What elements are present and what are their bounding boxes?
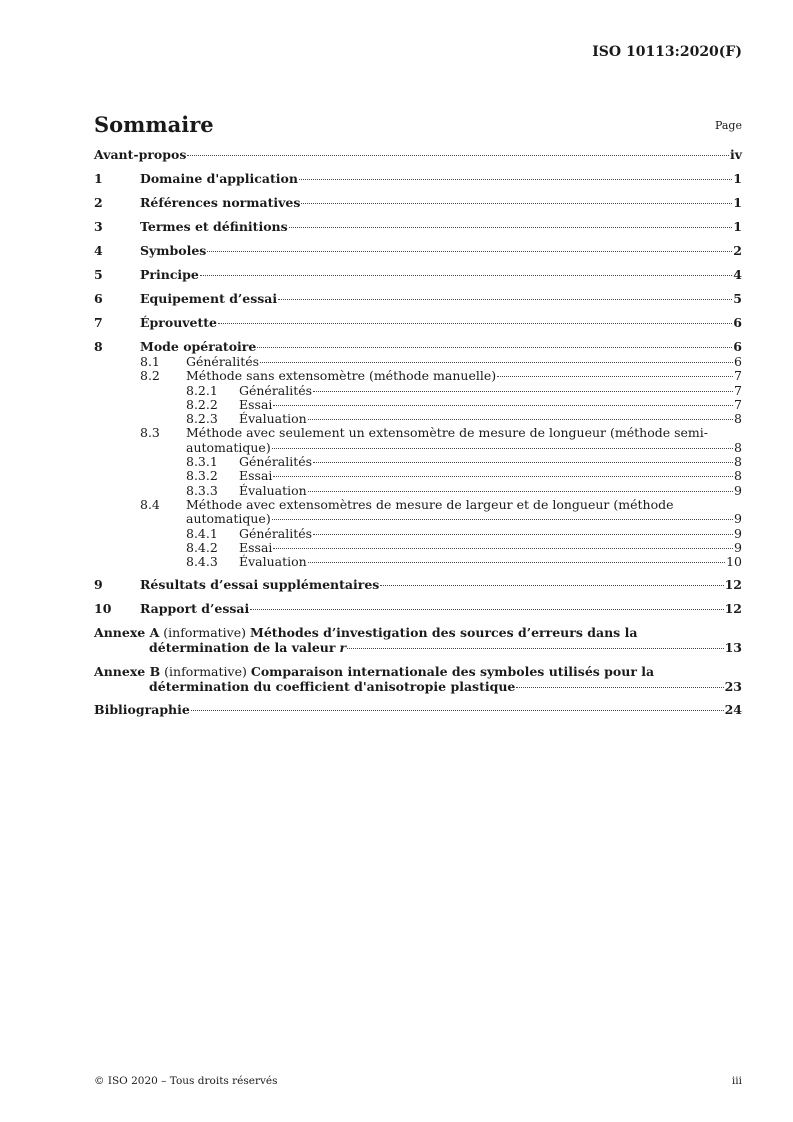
toc-entry-page: 8	[734, 468, 742, 484]
toc-entry-label: Évaluation	[239, 411, 307, 427]
dot-leader	[308, 419, 733, 420]
toc-entry-number: 3	[94, 219, 103, 234]
toc-entry-number: 8.3	[140, 425, 160, 441]
toc-entry-number: 8.4	[140, 496, 160, 512]
page-title: Sommaire	[94, 112, 214, 137]
toc-entry-8-3-line1[interactable]	[94, 426, 742, 440]
annex-title-variable: r	[339, 640, 347, 656]
toc-entry-6[interactable]	[94, 283, 742, 307]
annex-type: (informative)	[164, 663, 247, 679]
toc-entry-8-2-3[interactable]	[94, 412, 742, 426]
annex-title: Méthodes d’investigation des sources d’erreurs dans la	[250, 625, 638, 641]
toc-entry-label: Rapport d’essai	[140, 601, 250, 617]
toc-entry-page: 7	[734, 382, 742, 398]
toc-entry-annex-b-line2[interactable]	[94, 680, 742, 694]
annex-label: Annexe A	[94, 625, 160, 641]
dot-leader	[516, 687, 723, 688]
dot-leader	[313, 462, 733, 463]
dot-leader	[299, 179, 732, 180]
toc-entry-4[interactable]	[94, 235, 742, 259]
toc-entry-page: 9	[734, 511, 742, 527]
toc-entry-page: 9	[734, 539, 742, 555]
toc-entry-number: 7	[94, 315, 103, 330]
toc-entry-page: 6	[733, 315, 742, 330]
toc-entry-8-3-line2[interactable]	[94, 441, 742, 455]
toc-entry-number: 8.4.3	[186, 554, 218, 570]
dot-leader	[313, 534, 733, 535]
toc-entry-page: 9	[734, 525, 742, 541]
toc-entry-page: 7	[734, 396, 742, 412]
toc-entry-number: 10	[94, 601, 112, 617]
toc-entry-page: 10	[726, 554, 742, 570]
toc-entry-page: 7	[734, 368, 742, 384]
toc-entry-8-3-2[interactable]	[94, 469, 742, 483]
toc-entry-9[interactable]	[94, 569, 742, 593]
toc-entry-number: 8.3.1	[186, 454, 218, 470]
toc-entry-label: Mode opératoire	[140, 339, 257, 354]
dot-leader	[187, 155, 729, 156]
toc-entry-5[interactable]	[94, 259, 742, 283]
toc-entry-page: 1	[733, 219, 742, 234]
dot-leader	[260, 362, 733, 363]
toc-entry-page: 24	[724, 702, 742, 718]
toc-entry-10[interactable]	[94, 593, 742, 617]
toc-entry-8-2-1[interactable]	[94, 384, 742, 398]
dot-leader	[347, 648, 724, 649]
toc-entry-number: 8.4.2	[186, 539, 218, 555]
toc-entry-number: 8.2.3	[186, 411, 218, 427]
toc-entry-label: Évaluation	[239, 554, 307, 570]
dot-leader	[273, 405, 733, 406]
dot-leader	[497, 376, 733, 377]
toc-entry-annex-a-line2[interactable]	[94, 641, 742, 655]
toc-entry-8-4-line2[interactable]	[94, 512, 742, 526]
toc-entry-label: Méthode sans extensomètre (méthode manuelle)	[186, 368, 497, 384]
dot-leader	[289, 227, 733, 228]
dot-leader	[207, 251, 732, 252]
footer-page-number: iii	[731, 1075, 742, 1087]
annex-label: Annexe B	[94, 663, 161, 679]
footer-copyright: © ISO 2020 – Tous droits réservés	[94, 1075, 278, 1087]
toc-entry-avant-propos[interactable]	[94, 147, 742, 163]
toc-entry-8-4-3[interactable]	[94, 555, 742, 569]
toc-entry-page: 12	[724, 601, 742, 617]
toc-entry-1[interactable]	[94, 163, 742, 187]
toc-entry-page: 8	[734, 454, 742, 470]
toc-entry-page: 4	[733, 267, 742, 282]
toc-entry-3[interactable]	[94, 211, 742, 235]
toc-entry-annex-b-line1[interactable]	[94, 656, 742, 680]
toc-entry-page: iv	[729, 147, 742, 162]
toc-entry-page: 8	[734, 439, 742, 455]
toc-entry-label: Essai	[239, 396, 273, 412]
toc-entry-8-4-2[interactable]	[94, 541, 742, 555]
toc-entry-bibliographie[interactable]	[94, 694, 742, 718]
dot-leader	[308, 491, 733, 492]
annex-title-continued: détermination du coefficient d'anisotropie plastique	[149, 678, 516, 694]
dot-leader	[313, 391, 733, 392]
dot-leader	[272, 519, 733, 520]
toc-entry-label: Généralités	[239, 382, 313, 398]
toc-entry-label: Généralités	[239, 454, 313, 470]
annex-title: Comparaison internationale des symboles utilisés pour la	[250, 663, 655, 679]
toc-entry-label: Principe	[140, 267, 199, 282]
toc-entry-label-continued: automatique)	[186, 511, 271, 527]
toc-entry-page: 8	[734, 411, 742, 427]
dot-leader	[273, 548, 733, 549]
toc-entry-number: 8.2.2	[186, 396, 218, 412]
toc-entry-label: Généralités	[239, 525, 313, 541]
toc-entry-label: Méthode avec seulement un extensomètre de mesure de longueur (méthode semi-	[186, 425, 708, 441]
toc-entry-8[interactable]	[94, 331, 742, 355]
dot-leader	[272, 448, 733, 449]
dot-leader	[301, 203, 732, 204]
toc-entry-label: Méthode avec extensomètres de mesure de largeur et de longueur (méthode	[186, 496, 674, 512]
toc-entry-number: 8.3.3	[186, 482, 218, 498]
toc-entry-8-2-2[interactable]	[94, 398, 742, 412]
toc-entry-page: 1	[733, 195, 742, 210]
toc-entry-number: 8.2.1	[186, 382, 218, 398]
toc-entry-8-3-3[interactable]	[94, 484, 742, 498]
toc-entry-number: 6	[94, 291, 103, 306]
dot-leader	[191, 710, 724, 711]
toc-entry-page: 12	[724, 577, 742, 593]
dot-leader	[380, 585, 723, 586]
page-column-label: Page	[714, 119, 742, 132]
toc-entry-number: 8.1	[140, 354, 160, 369]
toc-entry-number: 2	[94, 195, 103, 210]
dot-leader	[200, 275, 732, 276]
toc-entry-8-4-1[interactable]	[94, 527, 742, 541]
toc-entry-label: Equipement d’essai	[140, 291, 278, 306]
toc-entry-number: 8.3.2	[186, 468, 218, 484]
dot-leader	[308, 562, 725, 563]
toc-entry-number: 4	[94, 243, 103, 258]
dot-leader	[278, 299, 732, 300]
toc-entry-page: 13	[724, 640, 742, 656]
dot-leader	[250, 609, 723, 610]
toc-entry-annex-a-line1[interactable]	[94, 617, 742, 641]
toc-entry-page: 5	[733, 291, 742, 306]
annex-title-continued: détermination de la valeur	[149, 640, 336, 656]
toc-entry-label: Essai	[239, 539, 273, 555]
toc-entry-label: Références normatives	[140, 195, 301, 210]
toc-entry-number: 9	[94, 577, 103, 593]
toc-entry-label: Avant-propos	[94, 147, 187, 162]
toc-entry-label: Termes et définitions	[140, 219, 288, 234]
table-of-contents	[94, 147, 742, 718]
dot-leader	[218, 323, 732, 324]
toc-entry-page: 6	[734, 354, 742, 369]
toc-entry-number: 8.2	[140, 368, 160, 384]
toc-entry-2[interactable]	[94, 187, 742, 211]
toc-entry-page: 23	[724, 678, 742, 694]
toc-entry-page: 2	[733, 243, 742, 258]
toc-entry-8-3-1[interactable]	[94, 455, 742, 469]
toc-entry-page: 9	[734, 482, 742, 498]
toc-entry-label: Généralités	[186, 354, 260, 369]
dot-leader	[273, 476, 733, 477]
toc-entry-page: 1	[733, 171, 742, 186]
toc-entry-8-4-line1[interactable]	[94, 498, 742, 512]
toc-entry-label: Bibliographie	[94, 702, 190, 718]
toc-entry-label: Domaine d'application	[140, 171, 298, 186]
toc-entry-label: Éprouvette	[140, 315, 217, 330]
toc-entry-7[interactable]	[94, 307, 742, 331]
toc-entry-page: 6	[733, 339, 742, 354]
toc-entry-label: Essai	[239, 468, 273, 484]
annex-type: (informative)	[163, 625, 247, 641]
toc-entry-label-continued: automatique)	[186, 439, 271, 455]
dot-leader	[257, 347, 732, 348]
title-row	[94, 111, 742, 141]
toc-entry-number: 5	[94, 267, 103, 282]
toc-entry-label: Résultats d’essai supplémentaires	[140, 577, 380, 593]
document-reference: ISO 10113:2020(F)	[592, 44, 742, 60]
toc-entry-8-1[interactable]	[94, 355, 742, 369]
toc-entry-label: Symboles	[140, 243, 207, 258]
toc-entry-number: 8.4.1	[186, 525, 218, 541]
toc-entry-label: Évaluation	[239, 482, 307, 498]
toc-entry-number: 1	[94, 171, 103, 186]
toc-entry-number: 8	[94, 339, 103, 354]
toc-entry-8-2[interactable]	[94, 369, 742, 383]
